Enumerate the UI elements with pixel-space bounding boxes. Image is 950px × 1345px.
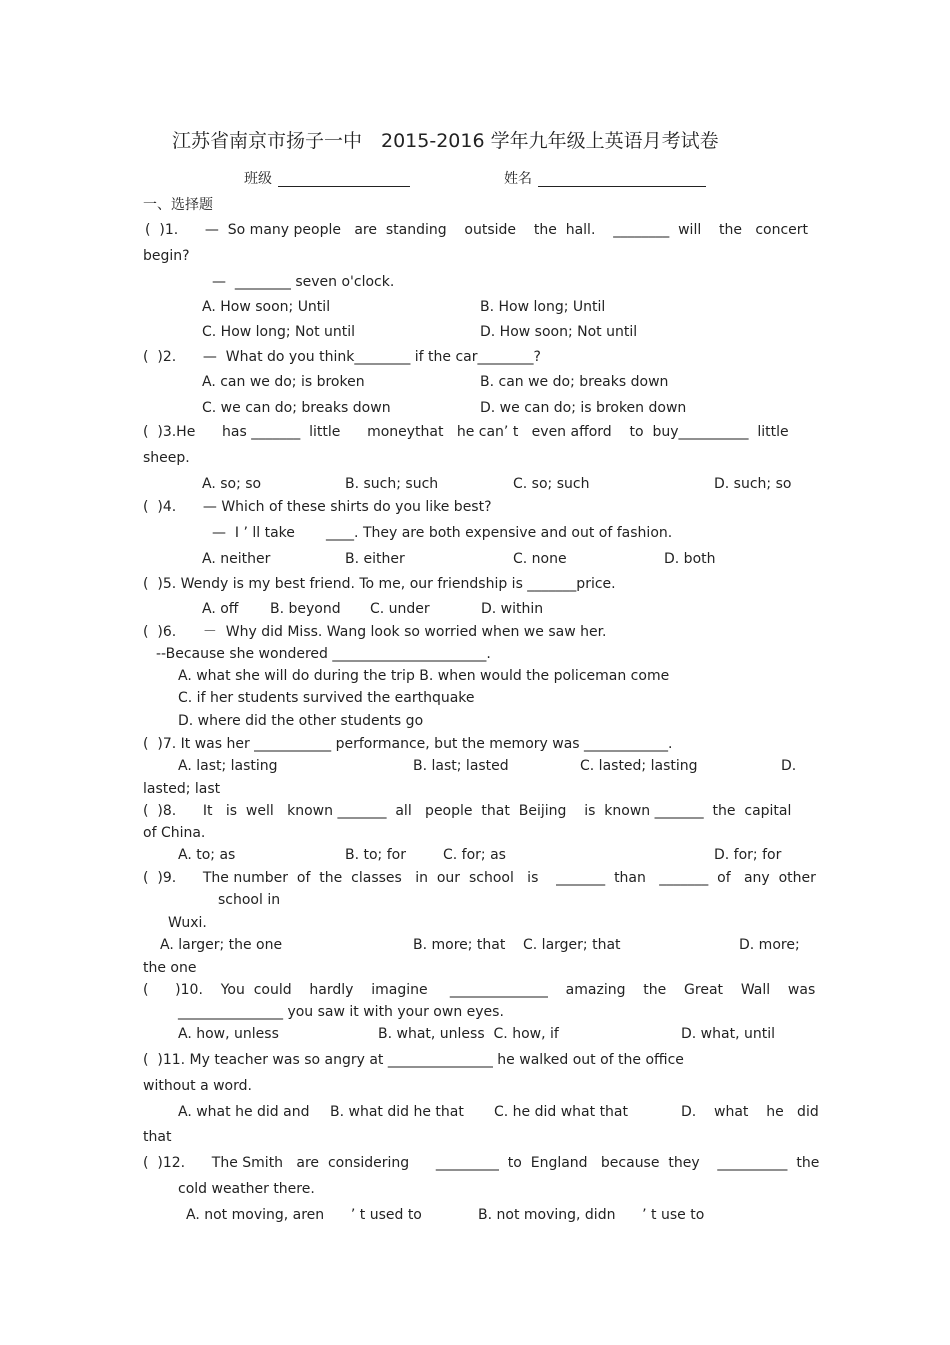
question-4-option-d: D. both xyxy=(664,551,716,567)
question-1-stem-cont: begin? xyxy=(143,248,190,264)
question-11-option-b: B. what did he that xyxy=(330,1104,464,1120)
question-7-option-a: A. last; lasting xyxy=(178,758,278,774)
question-9-option-c: C. larger; that xyxy=(523,937,621,953)
question-11-option-c: C. he did what that xyxy=(494,1104,628,1120)
question-4-reply: — I ’ ll take ____. They are both expensive and out of fashion. xyxy=(212,525,673,541)
question-3-stem-cont: sheep. xyxy=(143,450,190,466)
question-10-option-bc: B. what, unless C. how, if xyxy=(378,1026,559,1042)
question-3-option-c: C. so; such xyxy=(513,476,590,492)
question-7-stem: ( )7. It was her ___________ performance, but the memory was ____________. xyxy=(143,736,673,752)
question-7-option-b: B. last; lasted xyxy=(413,758,509,774)
question-4-option-b: B. either xyxy=(345,551,405,567)
question-3-option-b: B. such; such xyxy=(345,476,439,492)
question-10-option-a: A. how, unless xyxy=(178,1026,279,1042)
question-11-option-a: A. what he did and xyxy=(178,1104,310,1120)
question-12-option-b: B. not moving, didn ’ t use to xyxy=(478,1207,705,1223)
question-7-option-d-label: D. xyxy=(781,758,797,774)
question-9-stem-cont-2: Wuxi. xyxy=(168,915,207,931)
question-11-option-d: D. what he did xyxy=(681,1104,819,1120)
question-1-option-c: C. How long; Not until xyxy=(202,324,356,340)
question-3-option-d: D. such; so xyxy=(714,476,792,492)
question-2-stem: ( )2. — What do you think________ if the car________? xyxy=(143,349,541,365)
question-2-option-d: D. we can do; is broken down xyxy=(480,400,687,416)
question-8-option-b: B. to; for xyxy=(345,847,406,863)
question-6-reply: --Because she wondered ______________________. xyxy=(156,646,491,662)
question-10-stem-cont: _______________ you saw it with your own eyes. xyxy=(178,1004,504,1020)
question-7-option-c: C. lasted; lasting xyxy=(580,758,698,774)
question-8-option-d: D. for; for xyxy=(714,847,782,863)
question-4-stem: ( )4. — Which of these shirts do you like best? xyxy=(143,499,492,515)
question-5-stem: ( )5. Wendy is my best friend. To me, our friendship is _______price. xyxy=(143,576,616,592)
section-title: 一、选择题 xyxy=(143,197,213,213)
question-11-option-d-cont: that xyxy=(143,1129,172,1145)
question-8-stem-cont: of China. xyxy=(143,825,206,841)
question-11-stem-cont: without a word. xyxy=(143,1078,252,1094)
question-8-option-c: C. for; as xyxy=(443,847,506,863)
class-label: 班级 xyxy=(244,171,272,187)
question-11-stem: ( )11. My teacher was so angry at _______________ he walked out of the office xyxy=(143,1052,684,1068)
question-9-option-a: A. larger; the one xyxy=(160,937,283,953)
question-1-option-d: D. How soon; Not until xyxy=(480,324,638,340)
question-8-stem: ( )8. It is well known _______ all people that Beijing is known _______ the capital xyxy=(143,803,792,819)
question-12-option-a: A. not moving, aren ’ t used to xyxy=(186,1207,422,1223)
page-title: 江苏省南京市扬子一中 2015-2016 学年九年级上英语月考试卷 xyxy=(172,130,719,152)
question-3-option-a: A. so; so xyxy=(202,476,262,492)
question-9-option-d: the one xyxy=(143,960,197,976)
question-1-reply: — ________ seven o'clock. xyxy=(212,274,395,290)
question-6-stem: ( )6. － Why did Miss. Wang look so worried when we saw her. xyxy=(143,624,607,640)
name-blank xyxy=(538,186,706,187)
question-8-option-a: A. to; as xyxy=(178,847,236,863)
question-9-option-d-label: D. more; xyxy=(739,937,800,953)
question-2-option-c: C. we can do; breaks down xyxy=(202,400,391,416)
question-9-stem: ( )9. The number of the classes in our school is _______ than _______ of any other xyxy=(143,870,816,886)
question-4-option-c: C. none xyxy=(513,551,567,567)
question-5-option-a: A. off xyxy=(202,601,239,617)
question-10-stem: ( )10. You could hardly imagine ______________ amazing the Great Wall was xyxy=(143,982,816,998)
question-4-option-a: A. neither xyxy=(202,551,271,567)
question-12-stem: ( )12. The Smith are considering _________ to England because they __________ the xyxy=(143,1155,820,1171)
class-blank xyxy=(278,186,410,187)
question-7-option-d: lasted; last xyxy=(143,781,221,797)
question-5-option-d: D. within xyxy=(481,601,544,617)
question-6-option-ab: A. what she will do during the trip B. when would the policeman come xyxy=(178,668,670,684)
question-1-option-a: A. How soon; Until xyxy=(202,299,331,315)
question-9-stem-cont: school in xyxy=(218,892,281,908)
question-9-option-b: B. more; that xyxy=(413,937,506,953)
question-5-option-c: C. under xyxy=(370,601,430,617)
question-2-option-b: B. can we do; breaks down xyxy=(480,374,669,390)
question-1-option-b: B. How long; Until xyxy=(480,299,606,315)
name-label: 姓名 xyxy=(504,171,532,187)
question-2-option-a: A. can we do; is broken xyxy=(202,374,365,390)
question-6-option-d: D. where did the other students go xyxy=(178,713,424,729)
question-5-option-b: B. beyond xyxy=(270,601,341,617)
question-12-stem-cont: cold weather there. xyxy=(178,1181,315,1197)
question-3-stem: ( )3.He has _______ little moneythat he can’ t even afford to buy__________ little xyxy=(143,424,789,440)
question-6-option-c: C. if her students survived the earthquake xyxy=(178,690,475,706)
question-10-option-d: D. what, until xyxy=(681,1026,775,1042)
question-1-stem: ( )1. — So many people are standing outside the hall. ________ will the concert xyxy=(145,222,809,238)
